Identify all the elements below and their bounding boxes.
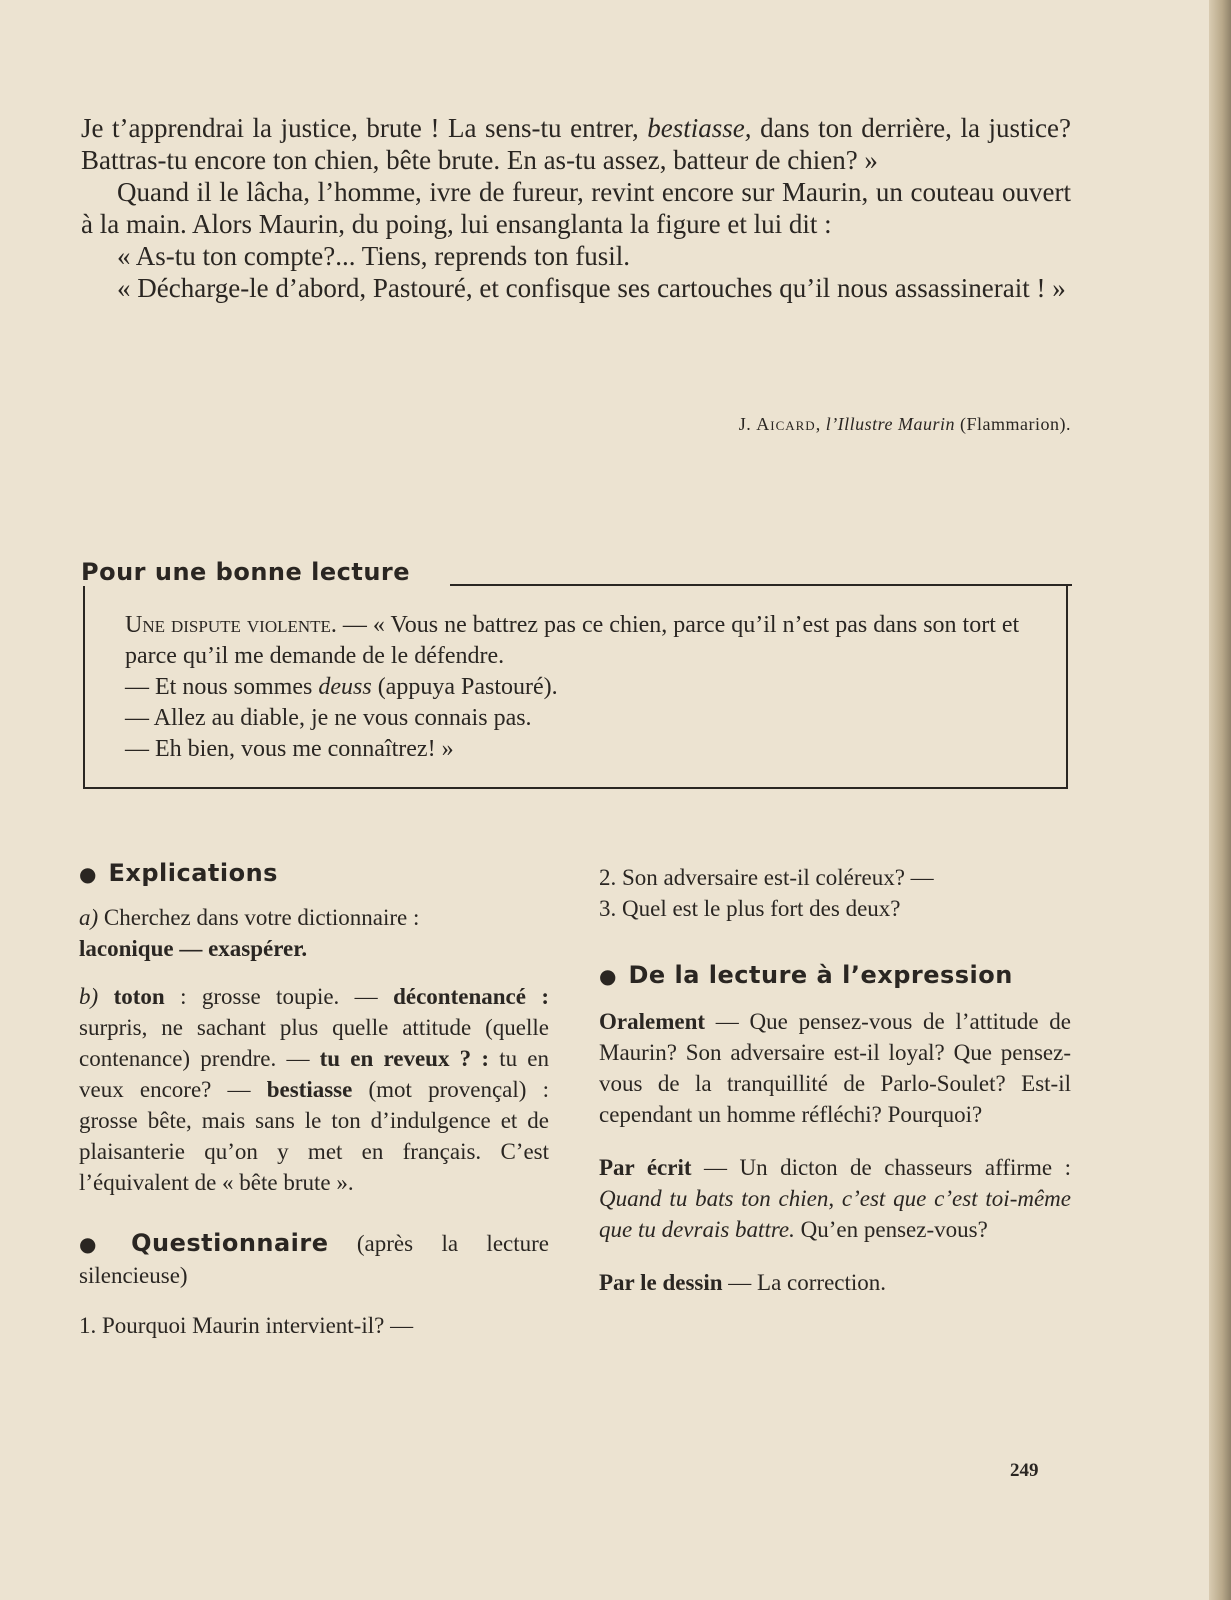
text-run: — Que pensez-vous de l’attitude de Maurin? Son adversaire est-il loyal? Que pensez-vous de la tranquillité de Parlo-Soulet? Est-il cependant un homme réfléchi? Pourquoi? xyxy=(599,1009,1071,1127)
definition: (mot provençal) : grosse bête, mais sans le ton d’indulgence et de plaisanterie qu’on y met en français. C’est l’équivalent de « bête brute ». xyxy=(79,1077,549,1195)
text-run: dans ton derrière, la justice? Battras-tu encore ton chien, bête brute. En as-tu assez, batteur de chien? » xyxy=(81,113,1071,175)
section-title: De la lecture à l’expression xyxy=(628,961,1013,989)
page-edge xyxy=(1209,0,1231,1600)
expression-heading xyxy=(599,960,1071,992)
section-title: Questionnaire xyxy=(131,1229,329,1257)
heading-rule xyxy=(450,584,1072,586)
text-run: — Un dicton de chasseurs affirme : xyxy=(691,1155,1071,1180)
question-2: 2. Son adversaire est-il coléreux? — xyxy=(599,865,934,890)
question-1: 1. Pourquoi Maurin intervient-il? — xyxy=(79,1313,414,1338)
explication-a xyxy=(79,902,549,964)
definition: tu en veux encore? — xyxy=(79,1046,549,1102)
written-exercise xyxy=(599,1152,1071,1245)
emphasis: deuss xyxy=(318,674,372,700)
dialogue-line xyxy=(125,610,1035,672)
emphasis: bestiasse, xyxy=(647,113,752,143)
citation-sep: , xyxy=(815,414,826,434)
drawing-exercise xyxy=(599,1267,1071,1298)
term: bestiasse xyxy=(266,1077,353,1102)
bullet-icon: ● xyxy=(599,964,617,988)
exercise-label: Par le dessin xyxy=(599,1270,723,1295)
proverb: Quand tu bats ton chien, c’est que c’est toi-même que tu devrais battre. xyxy=(599,1186,1071,1242)
right-column xyxy=(599,862,1071,1298)
definition: surpris, ne sachant plus quelle attitude (quelle contenance) prendre. — xyxy=(79,1015,549,1071)
citation xyxy=(739,412,1071,436)
vocabulary-words: laconique — exaspérer. xyxy=(79,936,308,961)
section-subtitle: (après la lecture silencieuse) xyxy=(79,1231,549,1288)
bullet-icon: ● xyxy=(79,862,97,886)
story-paragraph: « Décharge-le d’abord, Pastouré, et confisque ses cartouches qu’il nous assassinerait ! » xyxy=(117,273,1066,303)
page-number: 249 xyxy=(1010,1460,1039,1481)
text-run: Je t’apprendrai la justice, brute ! La sens-tu entrer, xyxy=(81,113,648,143)
lecture-box xyxy=(83,584,1068,789)
story-text xyxy=(81,112,1071,304)
bullet-icon: ● xyxy=(79,1232,120,1256)
citation-work: l’Illustre Maurin xyxy=(825,414,956,434)
item-label: a) xyxy=(79,905,99,930)
questionnaire-heading xyxy=(79,1228,549,1291)
dialogue-line xyxy=(125,672,1035,703)
text-run: Qu’en pensez-vous? xyxy=(794,1217,988,1242)
text-run: — La correction. xyxy=(722,1270,887,1295)
term: décontenancé : xyxy=(393,984,550,1009)
story-paragraph xyxy=(81,112,1071,176)
explications-heading xyxy=(79,858,549,890)
text-run: — Et nous sommes xyxy=(125,674,319,700)
explication-b xyxy=(79,981,549,1198)
lecture-heading: Pour une bonne lecture xyxy=(81,558,424,586)
definition: : grosse toupie. — xyxy=(164,984,394,1009)
text-run: — « Vous ne battrez pas ce chien, parce qu’il n’est pas dans son tort et parce qu’il me demande de le défendre. xyxy=(125,612,1020,669)
citation-author: Aicard xyxy=(756,414,816,434)
dialogue-line: — Allez au diable, je ne vous connais pas. xyxy=(125,705,532,731)
story-paragraph: Quand il le lâcha, l’homme, ivre de fureur, revint encore sur Maurin, un couteau ouvert à la main. Alors Maurin, du poing, lui ensanglanta la figure et lui dit : xyxy=(81,177,1071,239)
section-title: Explications xyxy=(108,859,278,887)
exercise-label: Oralement xyxy=(599,1009,706,1034)
term: tu en reveux ? : xyxy=(319,1046,490,1071)
text-run: (appuya Pastouré). xyxy=(371,674,558,700)
text-run: Cherchez dans votre dictionnaire : xyxy=(98,905,420,930)
question-3: 3. Quel est le plus fort des deux? xyxy=(599,896,901,921)
left-column xyxy=(79,858,549,1341)
lecture-label: Une dispute violente. xyxy=(125,612,337,638)
dialogue-line: — Eh bien, vous me connaîtrez! » xyxy=(125,736,454,762)
lecture-content xyxy=(125,610,1035,765)
citation-initial: J. xyxy=(738,414,757,434)
oral-exercise xyxy=(599,1006,1071,1130)
citation-publisher: (Flammarion). xyxy=(955,414,1071,434)
term: toton xyxy=(113,984,165,1009)
story-paragraph: « As-tu ton compte?... Tiens, reprends ton fusil. xyxy=(117,241,630,271)
item-label: b) xyxy=(79,984,99,1009)
exercise-label: Par écrit xyxy=(599,1155,692,1180)
